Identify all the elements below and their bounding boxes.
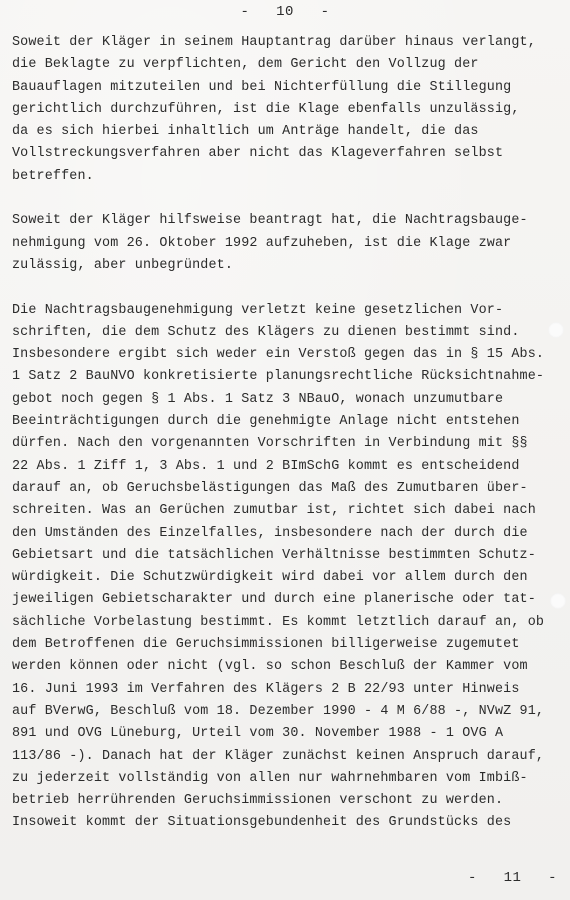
text-line: auf BVerwG, Beschluß vom 18. Dezember 1990 - 4 M 6/88 -, NVwZ 91,: [12, 703, 545, 719]
text-line: zu jederzeit vollständig von allen nur wahrnehmbaren vom Imbiß-: [12, 770, 528, 786]
text-line: gebot noch gegen § 1 Abs. 1 Satz 3 NBauO, wonach unzumutbare: [12, 391, 504, 407]
text-line: werden können oder nicht (vgl. so schon Beschluß der Kammer vom: [12, 659, 528, 675]
text-line: die Beklagte zu verpflichten, dem Gericht den Vollzug der: [12, 57, 479, 73]
text-line: Insoweit kommt der Situationsgebundenheit des Grundstücks des: [12, 815, 512, 831]
text-line: zulässig, aber unbegründet.: [12, 257, 234, 273]
text-line: Beeinträchtigungen durch die genehmigte Anlage nicht entstehen: [12, 414, 520, 430]
text-line: jeweiligen Gebietscharakter und durch eine planerische oder tat-: [12, 592, 536, 608]
text-line: den Umständen des Einzelfalles, insbesondere nach der durch die: [12, 525, 528, 541]
text-line: dem Betroffenen die Geruchsimmissionen billigerweise zugemutet: [12, 637, 520, 653]
text-line: 1 Satz 2 BauNVO konkretisierte planungsrechtliche Rücksichtnahme-: [12, 369, 545, 385]
paragraph-1: [12, 32, 564, 188]
page-number-top: - 10 -: [240, 4, 330, 20]
text-line: nehmigung vom 26. Oktober 1992 aufzuheben, ist die Klage zwar: [12, 235, 512, 251]
text-line: schriften, die dem Schutz des Klägers zu dienen bestimmt sind.: [12, 324, 520, 340]
text-line: Insbesondere ergibt sich weder ein Verstoß gegen das in § 15 Abs.: [12, 347, 545, 363]
paragraph-2: [12, 210, 564, 277]
page-number-bottom: - 11 -: [468, 870, 558, 886]
text-line: Soweit der Kläger hilfsweise beantragt hat, die Nachtragsbauge-: [12, 213, 528, 229]
text-line: 891 und OVG Lüneburg, Urteil vom 30. November 1988 - 1 OVG A: [12, 726, 504, 742]
text-line: gerichtlich durchzuführen, ist die Klage ebenfalls unzulässig,: [12, 101, 520, 117]
text-line: Soweit der Kläger in seinem Hauptantrag darüber hinaus verlangt,: [12, 35, 536, 50]
text-line: 113/86 -). Danach hat der Kläger zunächst keinen Anspruch darauf,: [12, 748, 545, 764]
text-line: Die Nachtragsbaugenehmigung verletzt keine gesetzlichen Vor-: [12, 302, 504, 318]
body-text: [12, 32, 564, 857]
text-line: dürfen. Nach den vorgenannten Vorschriften in Verbindung mit §§: [12, 436, 528, 452]
punch-hole: [548, 322, 564, 338]
text-line: sächliche Vorbelastung bestimmt. Es kommt letztlich darauf an, ob: [12, 614, 545, 630]
text-line: Vollstreckungsverfahren aber nicht das Klageverfahren selbst: [12, 146, 504, 162]
text-line: Gebietsart und die tatsächlichen Verhältnisse bestimmten Schutz-: [12, 547, 536, 563]
text-line: 16. Juni 1993 im Verfahren des Klägers 2 B 22/93 unter Hinweis: [12, 681, 520, 697]
text-line: darauf an, ob Geruchsbelästigungen das Maß des Zumutbaren über-: [12, 480, 528, 496]
paragraph-3: [12, 300, 564, 835]
punch-hole: [550, 593, 566, 609]
text-line: Bauauflagen mitzuteilen und bei Nichterfüllung die Stillegung: [12, 79, 512, 95]
text-line: schreiten. Was an Gerüchen zumutbar ist, richtet sich dabei nach: [12, 503, 536, 519]
text-line: betreffen.: [12, 168, 94, 184]
text-line: würdigkeit. Die Schutzwürdigkeit wird dabei vor allem durch den: [12, 570, 528, 586]
text-line: betrieb herrührenden Geruchsimmissionen verschont zu werden.: [12, 793, 504, 809]
text-line: 22 Abs. 1 Ziff 1, 3 Abs. 1 und 2 BImSchG kommt es entscheidend: [12, 458, 520, 474]
text-line: da es sich hierbei inhaltlich um Anträge handelt, die das: [12, 124, 479, 140]
